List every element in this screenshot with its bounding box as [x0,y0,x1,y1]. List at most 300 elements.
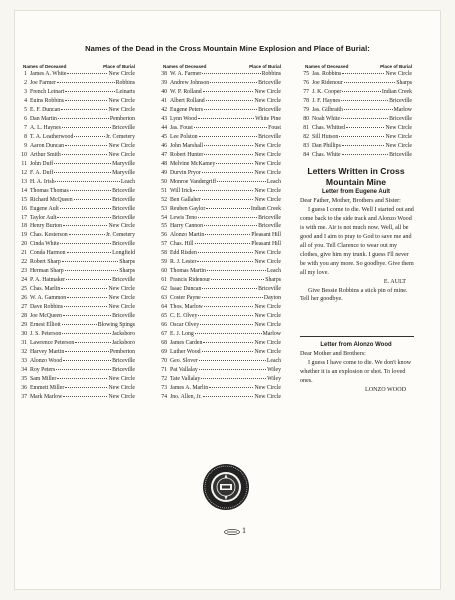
deceased-name: Robert Hunter [170,151,204,158]
row-number: 68 [161,340,167,347]
row-number: 3 [24,88,27,95]
leader-dots [60,208,111,209]
leader-dots [207,270,266,271]
row-number: 83 [303,142,309,149]
row-number: 30 [21,331,27,338]
row-number: 1 [24,71,27,77]
leader-dots [69,234,105,235]
row-number: 32 [21,349,27,356]
row-number: 19 [21,232,27,239]
deceased-row [18,197,135,206]
deceased-row [18,340,135,349]
deceased-name: J. F. Haynes [312,97,341,104]
row-number: 14 [21,187,27,194]
deceased-row [300,143,412,152]
deceased-name: Lawrence Peterson [30,340,75,347]
leader-dots [200,324,253,325]
leader-dots [62,127,111,128]
letter2-title: Letter from Alonzo Wood [320,342,392,348]
burial-place: New Circle [254,142,281,149]
row-number: 65 [161,313,167,320]
leader-dots [63,225,107,226]
burial-place: New Circle [108,106,135,113]
leader-dots [194,127,267,128]
row-number: 40 [161,88,167,95]
deceased-name: Jas. Gilbraith [312,106,343,113]
burial-place: New Circle [108,97,135,104]
deceased-row [18,322,135,331]
deceased-name: Noah White [312,115,341,122]
deceased-row [158,394,281,403]
deceased-name: Cinda White [30,241,60,248]
leader-dots [57,82,115,83]
row-number: 66 [161,322,167,329]
row-number: 28 [21,313,27,320]
deceased-name: Reuben Gaylor [170,205,206,212]
deceased-row [18,179,135,188]
page-number: 1 [242,526,246,535]
burial-place: New Circle [108,223,135,230]
leader-dots [210,82,257,83]
burial-place: Briceville [258,79,281,86]
burial-place: New Circle [108,71,135,77]
burial-place: Briceville [112,366,135,373]
union-seal-icon [202,463,250,511]
leader-dots [203,396,254,397]
leader-dots [70,190,111,191]
row-number: 57 [161,241,167,248]
deceased-row [18,116,135,125]
deceased-row [158,125,281,134]
deceased-row [18,367,135,376]
deceased-name: Andrew Johnson [170,79,210,86]
leader-dots [204,225,257,226]
burial-place: Briceville [389,151,412,158]
deceased-name: James Carden [170,340,203,347]
deceased-row [18,376,135,385]
leader-dots [342,91,381,92]
row-number: 81 [303,124,309,131]
deceased-row [158,322,281,331]
deceased-name: A. L. Haynes [30,124,61,131]
row-number: 21 [21,250,27,257]
leader-dots [75,342,111,343]
burial-place: Jacksboro [111,340,135,347]
row-number: 18 [21,223,27,230]
leader-dots [198,315,253,316]
deceased-row [158,259,281,268]
burial-place: Briceville [389,97,412,104]
deceased-row [300,152,412,161]
deceased-name: Harvey Martin [30,349,65,356]
burial-place: Sharps [119,268,135,275]
burial-place: New Circle [108,295,135,302]
deceased-row [18,188,135,197]
row-number: 17 [21,214,27,221]
deceased-name: Arthur Smith [30,151,61,158]
row-number: 84 [303,151,309,158]
deceased-name: Sam Miller [30,375,57,382]
row-number: 2 [24,79,27,86]
row-number: 77 [303,88,309,95]
leader-dots [206,100,254,101]
deceased-name: R. J. Lester [170,259,197,266]
deceased-row [158,107,281,116]
leader-dots [344,109,393,110]
deceased-name: Jas. Foust [170,124,193,131]
row-number: 27 [21,304,27,311]
burial-place: New Circle [254,349,281,356]
burial-place: Briceville [258,223,281,230]
burial-place: New Circle [254,169,281,176]
leader-dots [63,396,107,397]
leader-dots [65,351,109,352]
deceased-name: Ben Gallaher [170,196,201,203]
burial-place: New Circle [254,340,281,347]
row-number: 56 [161,232,167,239]
row-number: 16 [21,205,27,212]
deceased-name: C. E. Olvey [170,313,198,320]
deceased-name: Chas. Hill [170,241,194,248]
row-number: 35 [21,375,27,382]
row-number: 6 [24,115,27,122]
leader-dots [206,208,250,209]
burial-place: New Circle [254,313,281,320]
burial-place: New Circle [108,304,135,311]
deceased-row [158,250,281,259]
deceased-name: Coster Payne [170,295,201,302]
row-number: 12 [21,169,27,176]
deceased-name: Harry Cannon [170,223,204,230]
deceased-name: W. P. Rolland [170,88,202,95]
burial-place: Marlow [393,106,412,113]
deceased-row [158,215,281,224]
deceased-name: James A. White [30,71,67,77]
column-header-place: Place of Burial [380,64,412,69]
burial-place: Jr. Cemetery [105,232,135,239]
row-number: 50 [161,178,167,185]
deceased-row [18,152,135,161]
leader-dots [54,172,111,173]
leader-dots [341,118,388,119]
burial-place: New Circle [254,160,281,167]
row-number: 29 [21,322,27,329]
row-number: 10 [21,151,27,158]
burial-place: New Circle [254,393,281,400]
row-number: 48 [161,160,167,167]
burial-place: New Circle [254,187,281,194]
row-number: 69 [161,349,167,356]
burial-place: New Circle [254,151,281,158]
burial-place: New Circle [385,124,412,131]
deceased-name: Chas. Kesterson [30,232,68,239]
leader-dots [198,217,257,218]
burial-place: Jacksboro [111,331,135,338]
leader-dots [57,378,107,379]
deceased-row [18,394,135,403]
burial-place: Briceville [112,214,135,221]
leader-dots [74,199,111,200]
deceased-row [18,107,135,116]
leader-dots [204,109,257,110]
deceased-row [18,286,135,295]
row-number: 71 [161,366,167,373]
leader-dots [65,145,107,146]
burial-place: Dayton [263,295,281,302]
row-number: 80 [303,115,309,122]
deceased-row [158,197,281,206]
burial-place: Foust [268,124,281,131]
leader-dots [62,324,97,325]
burial-place: Sharps [119,259,135,266]
deceased-name: Richard McQueen [30,196,73,203]
leader-dots [346,127,384,128]
leader-dots [202,288,257,289]
deceased-name: Jno. Allen, Jr. [170,393,202,400]
leader-dots [66,279,111,280]
row-number: 25 [21,286,27,293]
leader-dots [199,369,266,370]
burial-place: Leach [266,268,281,275]
deceased-name: Dan Martin [30,115,57,122]
leader-dots [202,297,263,298]
deceased-row [18,223,135,232]
burial-place: Briceville [112,124,135,131]
burial-place: Pemberton [109,115,135,122]
row-number: 34 [21,366,27,373]
row-number: 61 [161,277,167,284]
leader-dots [67,252,112,253]
burial-place: New Circle [385,71,412,77]
row-number: 64 [161,304,167,311]
row-number: 70 [161,358,167,364]
leader-dots [63,315,111,316]
letter2-body: I guess I have come to die. We don't know whether it is an explosion or shot. To loved ones. [300,359,412,384]
row-number: 47 [161,151,167,158]
burial-place: New Circle [108,384,135,391]
deceased-row [158,80,281,89]
row-number: 11 [21,160,27,167]
leader-dots [341,100,388,101]
leader-dots [195,243,251,244]
burial-place: Maryville [112,169,135,176]
deceased-row [158,241,281,250]
burial-place: White Pine [255,115,281,122]
leader-dots [342,145,385,146]
burial-place: Marlow [262,331,281,338]
deceased-name: Mark Marlow [30,393,63,400]
deceased-row [18,170,135,179]
deceased-row [158,89,281,98]
row-number: 4 [24,97,27,104]
row-number: 41 [161,97,167,104]
deceased-name: Joe McQueen [30,313,63,320]
burial-place: New Circle [108,375,135,382]
row-number: 53 [161,205,167,212]
leader-dots [55,181,119,182]
burial-place: Robbins [115,79,135,86]
deceased-name: Herman Sharp [30,268,64,275]
burial-place: Briceville [112,277,135,284]
deceased-name: Dan Phillips [312,142,341,149]
deceased-row [158,143,281,152]
deceased-name: Monroe Vandergriff [170,178,217,185]
burial-place: Briceville [389,115,412,122]
leader-dots [209,387,253,388]
deceased-name: Geo. Slover [170,358,198,364]
burial-place: New Circle [254,88,281,95]
row-number: 22 [21,259,27,266]
leader-dots [202,351,254,352]
burial-place: Briceville [258,106,281,113]
burial-place: Indian Creek [381,88,412,95]
deceased-row [158,385,281,394]
deceased-row [158,349,281,358]
leader-dots [202,172,254,173]
leader-dots [61,109,107,110]
deceased-name: Lee Polston [170,133,198,140]
deceased-row [158,376,281,385]
burial-place: New Circle [108,286,135,293]
deceased-row [18,215,135,224]
leader-dots [205,234,250,235]
letter-divider [300,336,414,337]
deceased-name: Conda Harmon [30,250,66,257]
deceased-row [158,134,281,143]
column-header-name: Names of Deceased [23,64,67,69]
deceased-row [18,385,135,394]
leader-dots [204,145,253,146]
burial-place: Maryville [112,160,135,167]
burial-place: New Circle [385,133,412,140]
burial-place: Jr. Cemetery [105,133,135,140]
row-number: 36 [21,384,27,391]
row-number: 46 [161,142,167,149]
burial-place: Briceville [112,358,135,364]
burial-place: Briceville [112,196,135,203]
burial-place: Pemberton [109,349,135,356]
burial-place: Briceville [112,205,135,212]
letter2-text [300,350,414,395]
deceased-name: Thos. Marlow [170,304,203,311]
deceased-row [158,223,281,232]
leader-dots [202,73,260,74]
burial-place: New Circle [108,393,135,400]
burial-place: Pleasant Hill [251,232,281,239]
deceased-row [18,259,135,268]
row-number: 23 [21,268,27,275]
deceased-name: James A. Marlin [170,384,209,391]
letters-heading: Letters Written in Cross Mountain Mine [307,166,405,187]
letter1-postscript: Give Bessie Robbins a stick pin of mine. Tell her goodbye. [300,287,408,303]
leader-dots [62,261,118,262]
deceased-name: John Marshall [170,142,204,149]
deceased-row [158,340,281,349]
burial-place: New Circle [108,142,135,149]
deceased-name: Pat Vallalay [170,366,198,373]
deceased-row [158,331,281,340]
deceased-row [158,232,281,241]
deceased-row [300,71,412,80]
leader-dots [204,154,253,155]
deceased-name: Chas. White [312,151,341,158]
letter2-greeting: Dear Mother and Brothers: [300,351,366,357]
burial-place: Leach [266,358,281,364]
leader-dots [203,91,254,92]
deceased-name: Durvin Pryor [170,169,201,176]
names-column-3 [300,62,412,161]
row-number: 72 [161,375,167,382]
leader-dots [60,243,111,244]
deceased-name: Aaron Duncan [30,142,64,149]
deceased-name: Lynn Wood [170,115,197,122]
burial-place: Leinarts [116,88,135,95]
leader-dots [204,306,254,307]
deceased-name: Thomas Thomas [30,187,69,194]
burial-place: Wiley [267,375,281,382]
deceased-row [300,80,412,89]
row-number: 39 [161,79,167,86]
deceased-name: J. S. Peterson [30,331,62,338]
deceased-name: Emmett Miller [30,384,65,391]
row-number: 54 [161,214,167,221]
deceased-name: Joe Farmer [30,79,56,86]
deceased-name: John Duff [30,160,54,167]
names-column-2 [158,62,281,403]
column-header-name: Names of Deceased [305,64,349,69]
burial-place: Briceville [258,133,281,140]
burial-place: New Circle [254,97,281,104]
deceased-name: Will Irick [170,187,193,194]
leader-dots [56,369,111,370]
deceased-row [158,188,281,197]
leader-dots [65,100,107,101]
leader-dots [65,91,115,92]
row-number: 24 [21,277,27,284]
column-header [18,62,135,71]
leader-dots [61,288,107,289]
deceased-name: Chas. Marlin [30,286,61,293]
burial-place: Leach [120,178,135,185]
deceased-name: Robert Sharp [30,259,61,266]
row-number: 58 [161,250,167,257]
letter1-signature: E. AULT [383,278,406,285]
deceased-row [18,89,135,98]
deceased-row [158,179,281,188]
burial-place: Blowing Spings [97,322,135,329]
deceased-name: Francis Ridenour [170,277,211,284]
deceased-name: H. A. Irish [30,178,55,185]
row-number: 82 [303,133,309,140]
row-number: 49 [161,169,167,176]
deceased-row [300,125,412,134]
deceased-name: F. A. Duff [30,169,54,176]
leader-dots [198,252,254,253]
burial-place: Robbins [261,71,281,77]
deceased-row [18,143,135,152]
deceased-name: Tate Vallalay [170,375,201,382]
burial-place: New Circle [254,384,281,391]
deceased-row [18,161,135,170]
row-number: 76 [303,79,309,86]
deceased-row [18,358,135,367]
leader-dots [201,378,266,379]
deceased-row [18,71,135,80]
burial-place: Wiley [267,366,281,373]
deceased-row [158,286,281,295]
deceased-row [300,116,412,125]
deceased-name: Chas. Whitted [312,124,346,131]
